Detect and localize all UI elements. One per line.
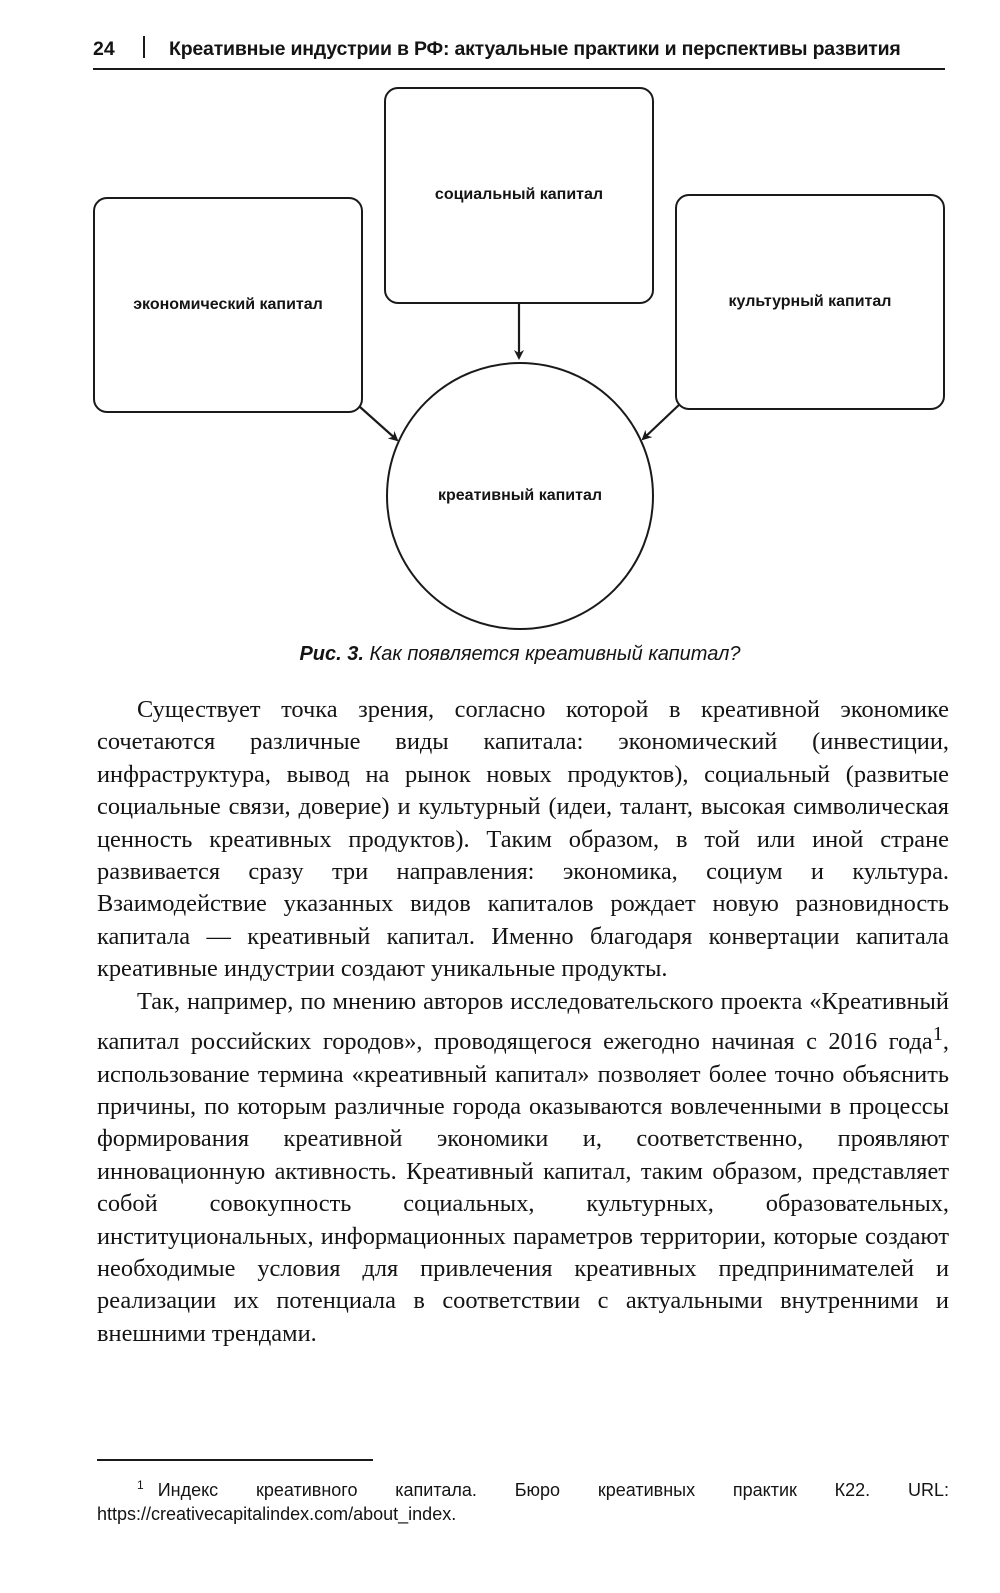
page-number: 24 (93, 38, 115, 60)
paragraph-2-start: Так, например, по мнению авторов исследовательского проекта «Креативный капитал российских городов», проводящегося ежегодно начиная с 2016 года (97, 987, 949, 1056)
footnote-marker: 1 (137, 1478, 144, 1492)
node-economic-capital: экономический капитал (93, 197, 363, 413)
caption-label: Рис. 3. (299, 643, 364, 665)
arrow-economic-to-creative (360, 407, 397, 440)
paragraph-2 (97, 986, 949, 1351)
node-creative-capital: креативный капитал (386, 362, 654, 630)
paragraph-2-rest: , использование термина «креативный капитал» позволяет более точно объяснить причины, по которым различные города оказываются вовлеченными в процессы формирования креативной экономики и, соответственно, проявляют инновационную активность. Креативный капитал, таким образом, представляет собой совокупность социальных, культурных, образовательных, институциональных, информационных параметров территории, которые создают необходимые условия для привлечения креативных предпринимателей и реализации их потенциала в соответствии с актуальными внутренними и внешними трендами. (97, 1028, 949, 1347)
header-title: Креативные индустрии в РФ: актуальные практики и перспективы развития (169, 38, 901, 60)
body-text (97, 694, 949, 1350)
figure-caption (0, 643, 1000, 666)
footnote-reference[interactable]: 1 (932, 1023, 943, 1046)
node-cultural-capital: культурный капитал (675, 194, 945, 410)
footnote-divider (97, 1459, 373, 1461)
paragraph-1: Существует точка зрения, согласно которой в креативной экономике сочетаются различные виды капитала: экономический (инвестиции, инфраструктура, вывод на рынок новых продуктов), социальный (развитые социальные связи, доверие) и культурный (идеи, талант, высокая символическая ценность креативных продуктов). Таким образом, в той или иной стране развивается сразу три направления: экономика, социум и культура. Взаимодействие указанных видов капиталов рождает новую разновидность капитала — креативный капитал. Именно благодаря конвертации капитала креативные индустрии создают уникальные продукты. (97, 696, 949, 983)
node-social-capital: социальный капитал (384, 87, 654, 304)
arrow-cultural-to-creative (643, 403, 681, 439)
footnote (97, 1473, 949, 1526)
caption-text: Как появляется креативный капитал? (369, 643, 741, 665)
footnote-text: Индекс креативного капитала. Бюро креативных практик К22. URL: https://creativecapitalindex.com/about_index. (97, 1480, 949, 1524)
